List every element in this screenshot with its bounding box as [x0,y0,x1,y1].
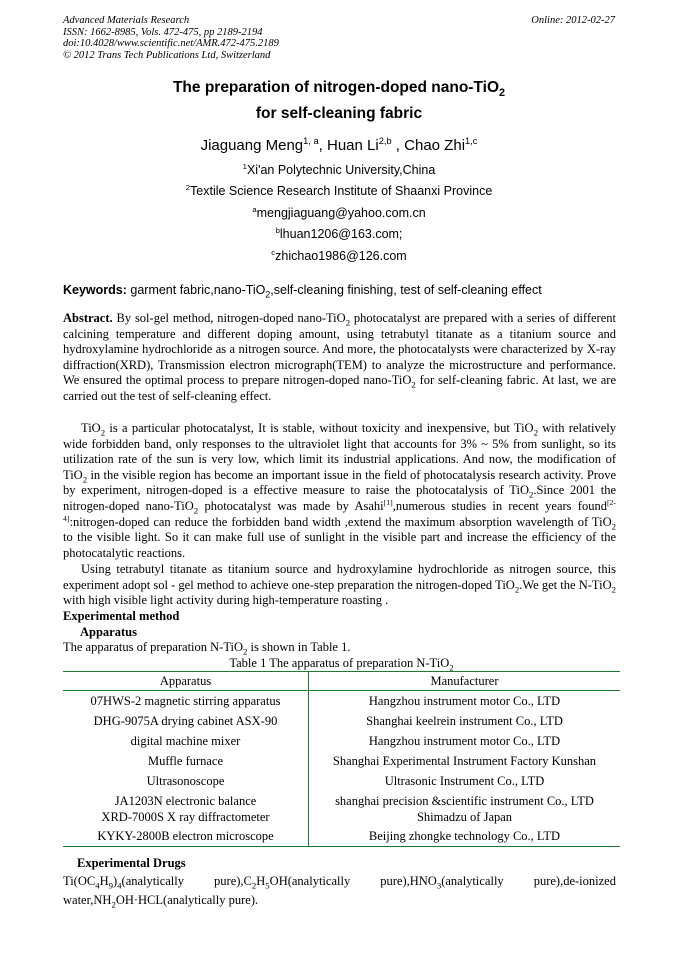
subscript: 5 [265,880,270,891]
author-name: Chao Zhi [404,137,466,154]
affil-mark: 2 [185,182,191,192]
table-caption [63,656,620,671]
abstract-text: By sol-gel method, nitrogen-doped nano-TiO [112,311,346,325]
subscript: 9 [108,880,113,891]
affiliation-2 [0,184,678,198]
table-cell: Muffle furnace [63,751,309,771]
table-row [63,791,620,826]
column-header: Apparatus [63,672,309,691]
body-text: to the visible light. So it can make full use of sunlight in the visible part and increase the efficiency of the photocatalytic reactions. [63,530,616,560]
online-date: Online: 2012-02-27 [531,15,615,26]
body-text: TiO [81,421,101,435]
apparatus-table [63,671,620,847]
subscript: 2 [514,584,520,595]
subscript: 2 [243,646,248,657]
subscript: 3 [436,880,442,891]
body-text: ) [112,874,118,888]
subsection-heading-apparatus: Apparatus [80,625,137,639]
title-text: The preparation of nitrogen-doped nano-TiO [172,79,500,96]
table-cell: KYKY-2800B electron microscope [63,826,309,847]
subscript: 4 [95,880,100,891]
subscript: 2 [251,880,257,891]
table-cell: Hangzhou instrument motor Co., LTD [368,733,561,748]
doi-line: doi:10.4028/www.scientific.net/AMR.472-475.2189 [63,38,279,49]
body-text: H [99,874,109,888]
table-row [63,711,620,731]
subscript: 2 [611,584,616,595]
body-text: :nitrogen-doped can reduce the forbidden band width ,extend the maximum absorption wavelength of TiO [69,514,612,529]
body-text: The apparatus of preparation N-TiO [63,640,244,654]
table-cell: JA1203N electronic balance [114,794,257,808]
email-b [0,227,678,241]
body-text: Using tetrabutyl titanate as titanium source and hydroxylamine hydrochloride as nitrogen source, this experiment adopt sol - gel method to achieve one-step preparation the nitrogen-doped TiO [63,562,616,592]
subsection-heading-drugs: Experimental Drugs [77,856,186,870]
table-cell: Shanghai keelrein instrument Co., LTD [366,713,563,728]
body-text: with high visible light activity during high-temperature roasting . [63,593,389,608]
keywords-text: garment fabric,nano-TiO [126,283,266,297]
keywords-subscript: 2 [265,289,271,300]
table-cell: DHG-9075A drying cabinet ASX-90 [63,711,309,731]
table-cell: Shimadzu of Japan [416,810,513,824]
caption-text: Table 1 The apparatus of preparation N-TiO [229,656,450,670]
copyright-line: © 2012 Trans Tech Publications Ltd, Switzerland [63,49,271,61]
body-text: H [256,874,266,888]
body-text: Ti(OC [63,874,96,888]
email-text: lhuan1206@163.com; [279,227,403,241]
body-text: is shown in Table 1. [247,640,351,654]
affil-mark: b [275,225,280,235]
abstract-text: for self-cleaning fabric. At last, we are carried out the test of self-cleaning effect. [63,373,616,403]
author-list [0,137,678,154]
table-cell: Ultrasonic Instrument Co., LTD [384,773,545,788]
table-cell-multiline [63,791,309,826]
table-header-row [63,672,620,691]
affil-text: Textile Science Research Institute of Shaanxi Province [190,184,493,198]
table-row [63,691,620,712]
table-cell-multiline [309,791,621,826]
drugs-list [63,872,616,910]
body-text: is a particular photocatalyst, It is stable, without toxicity and inexpensive, but TiO [105,421,534,435]
body-text: .We get the N-TiO [519,577,612,592]
author-affil-mark: 1, a [303,136,319,146]
abstract-label: Abstract. [63,311,113,325]
email-text: zhichao1986@126.com [275,249,407,263]
body-text: in the visible region has become an important issue in the field of photocatalysis research activity. Prove by experiment, nitrogen-doped is a effective measure to raise the photocatalysis of TiO [63,467,616,498]
subscript: 2 [533,427,538,438]
body-text: with relatively wide forbidden band, only responses to the ultraviolet light that accounts for 3% ~ 5% from sunlight, so its utilization rate of the sun is very low, which limit its industrial applications. And now, the modification of TiO [63,421,617,482]
subscript: 2 [611,521,616,532]
subscript: 2 [411,379,416,390]
affil-mark: 1 [242,161,247,171]
intro-paragraph-1 [63,421,616,561]
journal-header [63,15,279,61]
subscript: 2 [449,662,454,673]
citation-mark: [2-4] [63,497,616,523]
affil-mark: a [252,204,257,214]
affil-mark: c [271,247,276,257]
citation-mark: [1] [383,497,393,507]
affiliation-1 [0,163,678,177]
author-name: Jiaguang Meng [200,137,304,154]
abstract-text: photocatalyst are prepared with a series of different calcining temperature and different doping amount, using tetrabutyl titanate as a titanium source and hydroxylamine hydrochloride as a nitrogen source. And more, the photocatalysts were characterized by X-ray diffraction(XRD), Transmission electron micrograph(TEM) to analyze the microstructure and performance. We ensured the optimal process to prepare nitrogen-doped nano-TiO [63,311,616,388]
body-text: photocatalyst was made by Asahi [198,498,384,513]
author-affil-mark: 1,c [465,136,478,146]
subscript: 2 [100,427,106,438]
table-cell: Shanghai Experimental Instrument Factory Kunshan [332,753,597,768]
body-text: (analytically pure),C [121,874,252,888]
table-row [63,731,620,751]
intro-paragraph-2 [63,562,616,609]
section-heading: Experimental method [63,609,180,623]
table-row [63,826,620,847]
apparatus-text [63,640,616,656]
subscript: 2 [111,899,116,910]
table-cell: XRD-7000S X ray diffractometer [101,810,270,824]
column-header: Manufacturer [309,672,621,691]
body-text: .Since 2001 the nitrogen-doped nano-TiO [63,483,616,513]
abstract [63,311,616,405]
body-text: OH·HCL(analytically pure). [115,893,259,907]
subscript: 4 [117,880,122,891]
email-a [0,206,678,220]
affil-text: Xi'an Polytechnic University,China [246,163,436,177]
email-c [0,249,678,263]
body-text: OH(analytically pure),HNO [269,874,437,888]
issn-line: ISSN: 1662-8985, Vols. 472-475, pp 2189-2194 [63,26,263,38]
author-separator: , [391,137,405,154]
journal-name: Advanced Materials Research [63,15,190,26]
table-cell: 07HWS-2 magnetic stirring apparatus [63,691,309,712]
table-cell: Ultrasonoscope [63,771,309,791]
subscript: 2 [82,474,88,485]
subscript: 2 [193,505,199,516]
table-row [63,751,620,771]
author-name: Huan Li [327,137,379,154]
subscript: 2 [528,489,534,500]
author-affil-mark: 2,b [378,136,392,146]
table-cell: shanghai precision &scientific instrument Co., LTD [335,794,594,808]
table-cell: digital machine mixer [63,731,309,751]
paper-title-line-1 [0,79,678,100]
table-row [63,771,620,791]
body-text: (analytically pure),de-ionized water,NH [63,874,616,907]
table-cell: Beijing zhongke technology Co., LTD [309,826,621,847]
email-text: mengjiaguang@yahoo.com.cn [256,206,426,220]
keywords-label: Keywords: [63,283,127,297]
body-text: ,numerous studies in recent years found [392,498,607,513]
keywords [63,283,623,300]
table-cell: Hangzhou instrument motor Co., LTD [368,693,561,708]
author-separator: , [318,137,327,154]
title-subscript: 2 [499,87,506,100]
keywords-text: ,self-cleaning finishing, test of self-cleaning effect [270,283,542,297]
paper-title-line-2: for self-cleaning fabric [255,105,423,122]
subscript: 2 [345,317,351,328]
